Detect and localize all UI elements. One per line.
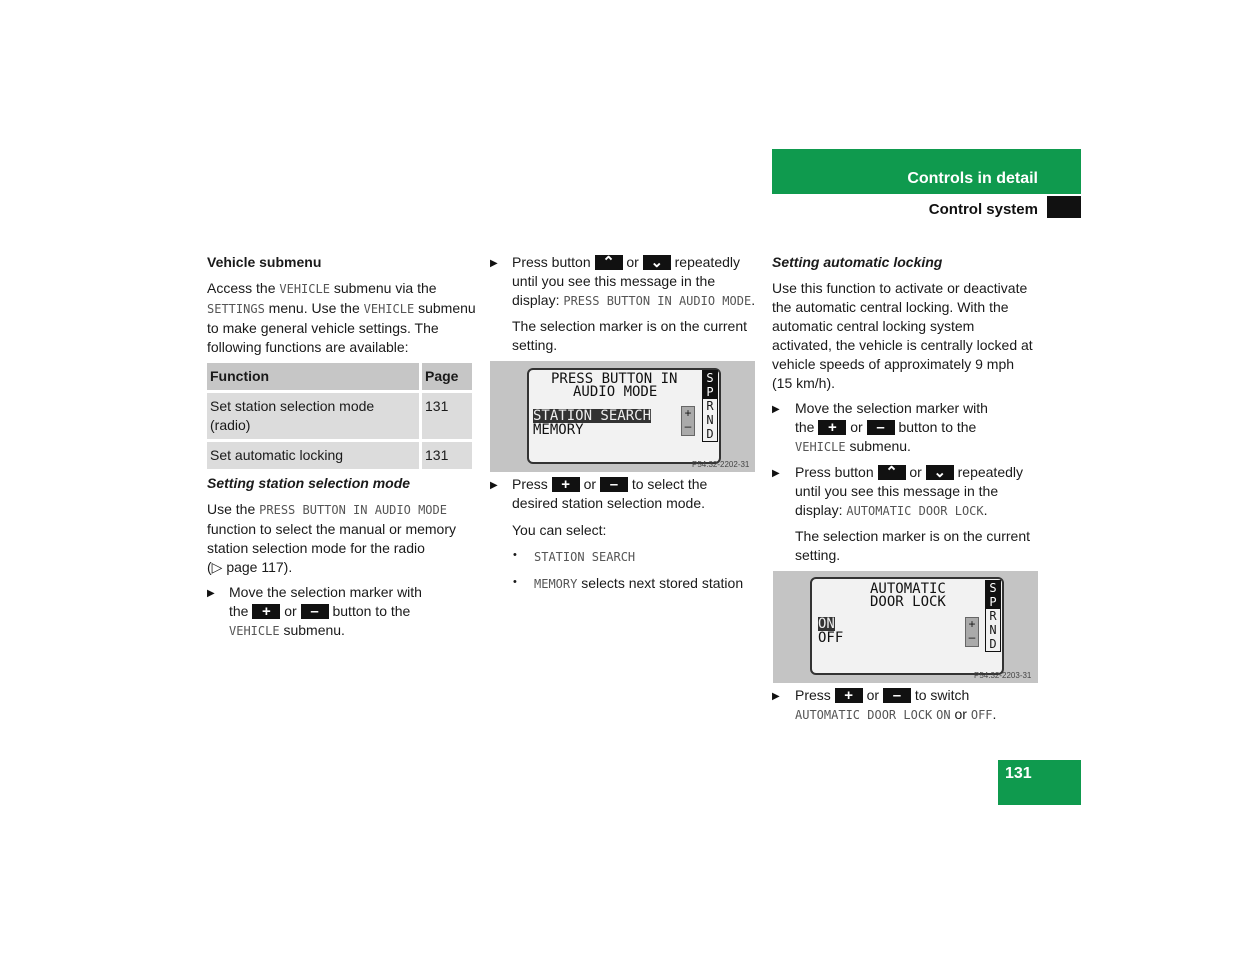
step-arrow-icon: ▶ [490, 480, 498, 491]
minus-button-icon: – [301, 604, 329, 619]
minus-button-icon: – [867, 420, 895, 435]
plus-button-icon: + [552, 477, 580, 492]
auto-locking-heading: Setting automatic locking [772, 254, 943, 270]
table-cell-function: Set automatic locking [207, 441, 421, 471]
col3-step2: Press button ⌃ or ⌄ repeatedly until you see this message in the display: AUTOMATIC DOOR LOCK. [795, 463, 1024, 518]
subsection-marker [1047, 196, 1081, 218]
auto-locking-paragraph: Use this function to activate or deactivate the automatic central locking. With the automatic central locking system activated, the vehicle is centrally locked at vehicle speeds of approximately 9 mph (15 km/h). [772, 280, 1033, 391]
image-code: P54.32-2203-31 [974, 671, 1032, 680]
intro-text: Access the [207, 280, 280, 296]
table-cell-page: 131 [421, 392, 473, 441]
station-mode-paragraph: Use the PRESS BUTTON IN AUDIO MODE function to select the manual or memory station selection mode for the radio (▷ page 117). [207, 501, 457, 575]
display-option-selected: STATION SEARCH [533, 408, 652, 424]
table-header-page: Page [421, 363, 473, 392]
table-cell-function: Set station selection mode (radio) [207, 392, 421, 441]
col3-note: The selection marker is on the current setting. [795, 528, 1030, 563]
minus-button-icon: – [883, 688, 911, 703]
step-arrow-icon: ▶ [772, 691, 780, 702]
subsection-title: Control system [928, 201, 1038, 218]
audio-mode-display-image [490, 361, 755, 472]
table-row [207, 441, 472, 471]
minus-button-icon: – [600, 477, 628, 492]
display-option-selected: ON [818, 616, 835, 632]
col3-step1: Move the selection marker with the + or – button to the VEHICLE submenu. [795, 400, 988, 454]
step-arrow-icon: ▶ [772, 468, 780, 479]
plus-minus-indicator: + – [965, 617, 979, 647]
table-row [207, 392, 472, 441]
plus-button-icon: + [252, 604, 280, 619]
option-memory: MEMORY selects next stored station [534, 575, 744, 591]
table-cell-page: 131 [421, 441, 473, 471]
intro-text: submenu via the [329, 280, 437, 296]
intro-text: menu. Use the [264, 300, 364, 316]
plus-minus-indicator: + – [681, 406, 695, 436]
intro-text: to make general vehicle settings. The [207, 320, 439, 336]
intro-mono: SETTINGS [207, 302, 265, 316]
display-line: DOOR LOCK [870, 594, 946, 610]
gear-indicator: S P R N D [985, 580, 1001, 652]
display-line: AUDIO MODE [573, 384, 658, 400]
door-lock-display-image [773, 571, 1038, 683]
gear-indicator: S P R N D [702, 370, 718, 442]
display-screen [527, 368, 721, 464]
down-button-icon: ⌄ [643, 255, 671, 270]
up-button-icon: ⌃ [595, 255, 623, 270]
up-button-icon: ⌃ [878, 465, 906, 480]
option-station-search: STATION SEARCH [534, 550, 636, 564]
page-number: 131 [1005, 765, 1032, 782]
col2-note: The selection marker is on the current setting. [512, 318, 747, 353]
display-line: PRESS BUTTON IN [551, 371, 678, 387]
display-option: OFF [818, 630, 844, 646]
intro-mono: VEHICLE [363, 302, 415, 316]
intro-mono: VEHICLE [279, 282, 330, 296]
col2-step2: Press + or – to select the desired station selection mode. [512, 475, 708, 511]
page-number-box [998, 760, 1081, 805]
table-header-row [207, 363, 472, 392]
intro-paragraph [207, 279, 477, 357]
bullet-icon: • [513, 549, 517, 561]
intro-text: following functions are available: [207, 339, 409, 355]
down-button-icon: ⌄ [926, 465, 954, 480]
station-mode-heading: Setting station selection mode [207, 475, 411, 491]
step-arrow-icon: ▶ [207, 588, 215, 599]
col2-step1: Press button ⌃ or ⌄ repeatedly until you see this message in the display: PRESS BUTTON IN AUDIO MODE. [512, 253, 756, 308]
you-can-select: You can select: [512, 522, 607, 538]
bullet-icon: • [513, 576, 517, 588]
section-title: Controls in detail [907, 170, 1038, 187]
function-table [207, 363, 472, 472]
col1-step1: Move the selection marker with the + or – button to the VEHICLE submenu. [229, 584, 422, 638]
display-option: MEMORY [533, 422, 584, 438]
plus-button-icon: + [818, 420, 846, 435]
display-screen [810, 577, 1004, 675]
display-line: AUTOMATIC [870, 581, 946, 597]
step-arrow-icon: ▶ [772, 404, 780, 415]
image-code: P54.32-2202-31 [692, 460, 750, 469]
vehicle-submenu-heading: Vehicle submenu [207, 254, 322, 270]
table-header-function: Function [207, 363, 421, 392]
col3-step3: Press + or – to switch AUTOMATIC DOOR LOCK ON or OFF. [795, 686, 997, 722]
plus-button-icon: + [835, 688, 863, 703]
step-arrow-icon: ▶ [490, 258, 498, 269]
intro-text: submenu [414, 300, 476, 316]
